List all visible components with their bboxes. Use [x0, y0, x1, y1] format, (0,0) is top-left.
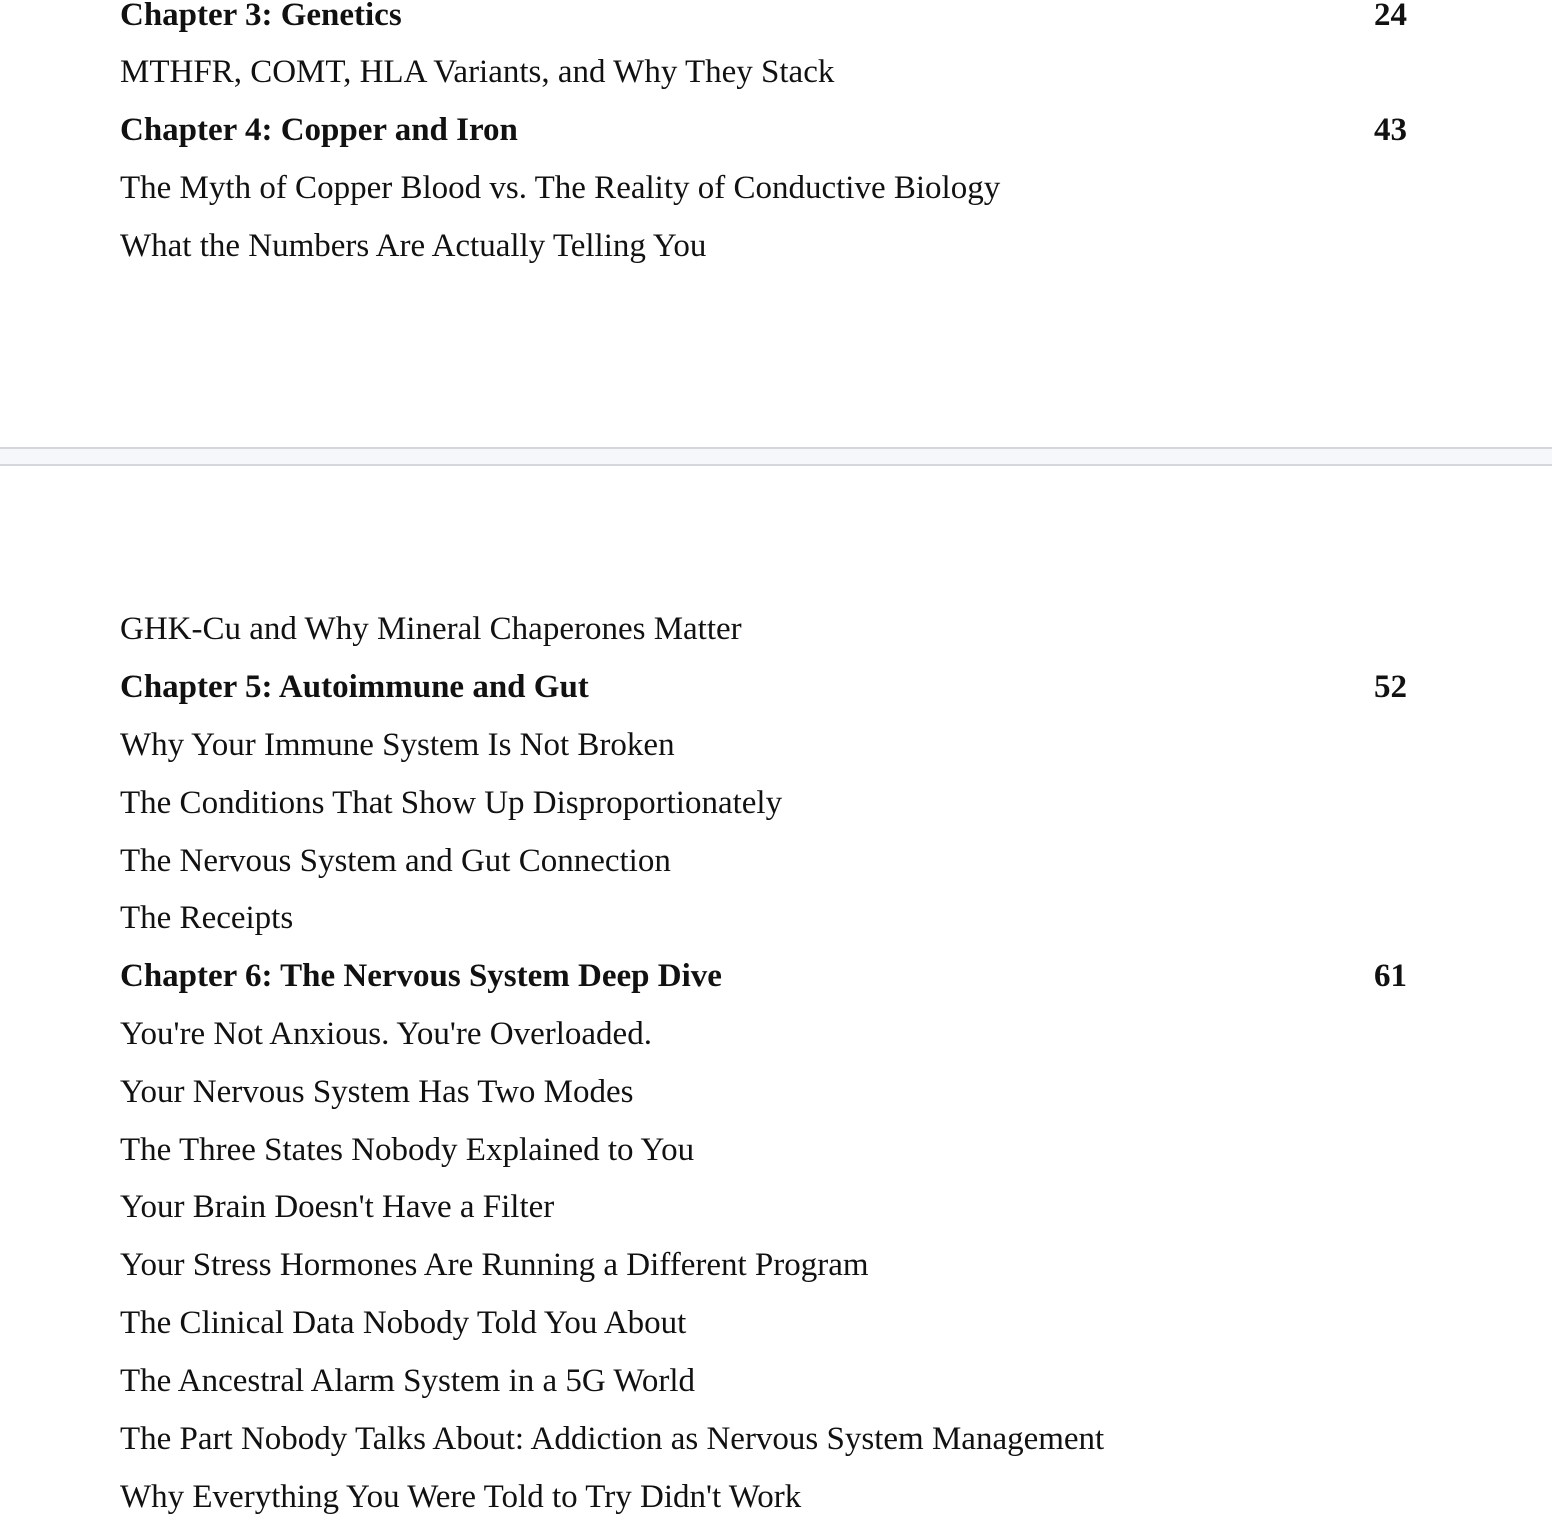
toc-section-entry[interactable] [120, 1187, 1407, 1227]
page-separator [0, 447, 1552, 466]
toc-section-title: MTHFR, COMT, HLA Variants, and Why They Stack [120, 54, 835, 90]
toc-section-entry[interactable] [120, 1477, 1407, 1517]
toc-section-title: Your Nervous System Has Two Modes [120, 1074, 634, 1110]
toc-section-entry[interactable] [120, 1303, 1407, 1343]
toc-chapter-title: Chapter 4: Copper and Iron [120, 112, 518, 148]
toc-section-title: What the Numbers Are Actually Telling You [120, 228, 707, 264]
toc-section-title: You're Not Anxious. You're Overloaded. [120, 1016, 652, 1052]
toc-section-title: The Receipts [120, 900, 294, 936]
toc-section-title: Why Everything You Were Told to Try Didn't Work [120, 1479, 802, 1515]
toc-section-entry[interactable] [120, 1419, 1407, 1459]
toc-chapter-title: Chapter 6: The Nervous System Deep Dive [120, 958, 722, 994]
toc-section-title: The Ancestral Alarm System in a 5G World [120, 1363, 696, 1399]
toc-section-title: Your Brain Doesn't Have a Filter [120, 1189, 555, 1225]
toc-section-title: The Conditions That Show Up Disproportionately [120, 785, 783, 821]
toc-section-title: The Part Nobody Talks About: Addiction as Nervous System Management [120, 1421, 1105, 1457]
toc-page-number: 61 [1374, 958, 1407, 994]
toc-chapter-entry[interactable] [120, 0, 1407, 35]
toc-chapter-entry[interactable] [120, 667, 1407, 707]
toc-section-entry[interactable] [120, 609, 1407, 649]
toc-section-entry[interactable] [120, 841, 1407, 881]
toc-section-entry[interactable] [120, 1130, 1407, 1170]
toc-section-title: The Myth of Copper Blood vs. The Reality of Conductive Biology [120, 170, 1001, 206]
toc-section-entry[interactable] [120, 168, 1407, 208]
toc-section-entry[interactable] [120, 1361, 1407, 1401]
toc-section-title: Why Your Immune System Is Not Broken [120, 727, 675, 763]
toc-section-entry[interactable] [120, 1245, 1407, 1285]
toc-section-entry[interactable] [120, 898, 1407, 938]
toc-section-title: The Three States Nobody Explained to You [120, 1132, 695, 1168]
toc-chapter-entry[interactable] [120, 956, 1407, 996]
toc-page-number: 24 [1374, 0, 1407, 33]
document-page-bottom [0, 466, 1552, 1530]
toc-section-entry[interactable] [120, 226, 1407, 266]
toc-section-entry[interactable] [120, 52, 1407, 92]
toc-section-entry[interactable] [120, 1014, 1407, 1054]
toc-section-title: GHK-Cu and Why Mineral Chaperones Matter [120, 611, 742, 647]
document-page-top [0, 0, 1552, 448]
toc-section-title: The Nervous System and Gut Connection [120, 843, 671, 879]
toc-chapter-title: Chapter 3: Genetics [120, 0, 402, 33]
toc-page-number: 52 [1374, 669, 1407, 705]
toc-chapter-title: Chapter 5: Autoimmune and Gut [120, 669, 589, 705]
toc-section-entry[interactable] [120, 725, 1407, 765]
toc-chapter-entry[interactable] [120, 110, 1407, 150]
toc-section-entry[interactable] [120, 1072, 1407, 1112]
toc-section-entry[interactable] [120, 783, 1407, 823]
toc-section-title: The Clinical Data Nobody Told You About [120, 1305, 687, 1341]
toc-page-number: 43 [1374, 112, 1407, 148]
toc-section-title: Your Stress Hormones Are Running a Different Program [120, 1247, 869, 1283]
